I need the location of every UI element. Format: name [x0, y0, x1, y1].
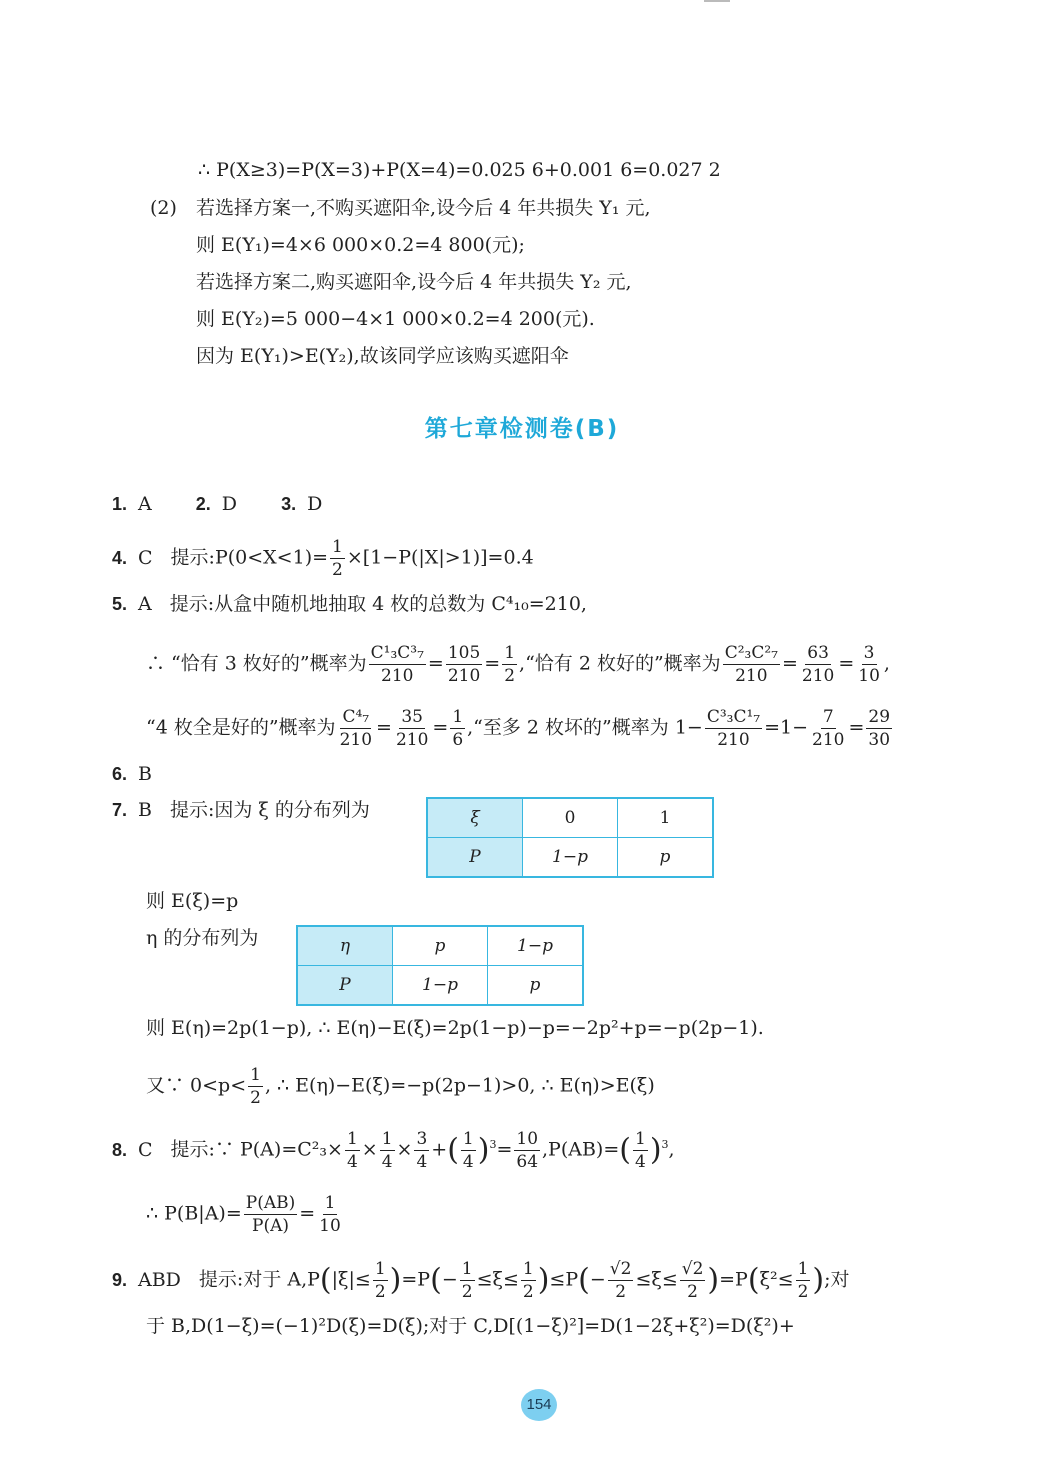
- q1-answer: A: [138, 493, 152, 515]
- table-cell: p: [393, 926, 488, 966]
- q7-frac-num: 1: [250, 1065, 261, 1085]
- table-row: [427, 798, 713, 838]
- q9-paren: ): [389, 1262, 402, 1298]
- table-cell: η: [297, 926, 393, 966]
- q8-frac-3-den: 4: [416, 1152, 428, 1172]
- q8-times-1: ×: [361, 1138, 378, 1161]
- q1-number: 1.: [112, 494, 128, 514]
- q9-paren: (: [578, 1262, 590, 1298]
- q8-plus: +: [431, 1138, 448, 1161]
- q9-frac-3-den: 2: [522, 1282, 534, 1302]
- q5-frac-9-den: 6: [452, 730, 464, 750]
- q8-frac-4: [461, 1128, 476, 1173]
- q7-text-5b: , ∴ E(η)−E(ξ)=−p(2p−1)>0, ∴ E(η)>E(ξ): [264, 1074, 655, 1097]
- q8-line-1: [112, 1128, 675, 1173]
- q9-in-3b: ≤ξ≤: [635, 1268, 678, 1291]
- q5-frac-9-num: 1: [452, 707, 464, 727]
- q8-frac-5-num: 10: [516, 1129, 539, 1149]
- q5-line-1: [112, 590, 587, 618]
- table-cell: 0: [523, 798, 618, 838]
- q8-times-2: ×: [396, 1138, 413, 1161]
- q5-frac-10-den: 210: [717, 730, 750, 750]
- q8-frac-5-den: 64: [516, 1152, 539, 1172]
- q5-frac-3: [502, 642, 517, 687]
- q8-line-2: [146, 1192, 345, 1237]
- q9-line-1: [112, 1258, 850, 1303]
- q8-paren: (: [447, 1132, 459, 1168]
- q7-frac: [248, 1064, 263, 1109]
- q9-frac-5: [680, 1258, 706, 1303]
- q5-frac-7: [338, 706, 374, 751]
- q8-frac-7-num: P(AB): [245, 1193, 296, 1213]
- q5-frac-9: [450, 706, 465, 751]
- top-line-5: 则 E(Y₂)=5 000−4×1 000×0.2=4 200(元).: [196, 308, 595, 330]
- q9-text-d: =P: [719, 1268, 748, 1291]
- top-line-6: 因为 E(Y₁)>E(Y₂),故该同学应该购买遮阳伞: [196, 345, 569, 367]
- q8-paren: (: [619, 1132, 631, 1168]
- q9-in-3a: −: [589, 1268, 606, 1291]
- q5-text-2a: ∴ “恰有 3 枚好的”概率为: [146, 652, 367, 675]
- q9-paren: ): [812, 1262, 825, 1298]
- q9-text-a: 提示:对于 A,P: [198, 1268, 320, 1291]
- q5-frac-4: [723, 642, 780, 687]
- q9-text-b: =P: [401, 1268, 431, 1291]
- q8-frac-2: [380, 1128, 395, 1173]
- q9-frac-4: [608, 1258, 634, 1303]
- q7-line-5: [146, 1064, 655, 1109]
- q9-in-4: ξ²≤: [759, 1268, 794, 1291]
- q5-frac-8-den: 210: [395, 730, 429, 750]
- q5-text-3b: ,“至多 2 枚坏的”概率为 1−: [467, 716, 703, 739]
- table-cell: p: [618, 838, 714, 878]
- q4-frac-num: 1: [332, 537, 343, 557]
- q9-frac-4-num: √2: [609, 1259, 632, 1279]
- q9-frac-3: [521, 1258, 536, 1303]
- q8-frac-5: [514, 1128, 540, 1173]
- q4-hint-b: ×[1−P(|X|>1)]=0.4: [346, 546, 534, 569]
- q5-frac-6-num: 3: [863, 643, 875, 663]
- q9-text-e: ;对: [824, 1268, 850, 1291]
- q9-frac-1: [373, 1258, 388, 1303]
- q9-frac-2: [460, 1258, 475, 1303]
- q9-frac-1-num: 1: [374, 1259, 386, 1279]
- q8-power: 3: [489, 1138, 497, 1152]
- q5-frac-3-num: 1: [504, 643, 516, 663]
- q7-line-4: 则 E(η)=2p(1−p), ∴ E(η)−E(ξ)=2p(1−p)−p=−2p²+p=−p(2p−1).: [146, 1017, 764, 1039]
- q3-number: 3.: [281, 494, 297, 514]
- q8-frac-6-num: 1: [635, 1129, 646, 1149]
- q5-frac-11-num: 7: [822, 707, 834, 727]
- q8-frac-1: [345, 1128, 360, 1173]
- q5-frac-6-den: 10: [858, 666, 880, 686]
- q9-frac-2-num: 1: [461, 1259, 473, 1279]
- q8-eq-2: =: [299, 1202, 316, 1225]
- q9-frac-6: [796, 1258, 811, 1303]
- table-cell: 1−p: [488, 926, 584, 966]
- q5-frac-10: [705, 706, 762, 751]
- q9-paren: (: [319, 1262, 332, 1298]
- q9-frac-5-den: 2: [687, 1282, 698, 1302]
- q8-answer: C: [138, 1138, 153, 1161]
- q5-frac-7-den: 210: [339, 730, 373, 750]
- q3-answer: D: [307, 493, 323, 515]
- q8-frac-4-num: 1: [462, 1129, 474, 1149]
- q5-frac-6: [856, 642, 882, 687]
- top-line-2: 若选择方案一,不购买遮阳伞,设今后 4 年共损失 Y₁ 元,: [196, 197, 651, 219]
- table-cell: P: [297, 966, 393, 1006]
- q5-frac-7-num: C⁴₇: [342, 707, 370, 727]
- q9-frac-1-den: 2: [374, 1282, 386, 1302]
- q5-frac-2: [446, 642, 482, 687]
- q8-frac-8-den: 10: [319, 1216, 341, 1236]
- q9-number: 9.: [112, 1269, 128, 1290]
- q4-answer: C: [138, 546, 153, 569]
- top-line-3: 则 E(Y₁)=4×6 000×0.2=4 800(元);: [196, 234, 525, 256]
- q8-text-2a: ∴ P(B|A)=: [146, 1202, 242, 1225]
- q8-frac-4-den: 4: [462, 1152, 474, 1172]
- top-line-1: ∴ P(X≥3)=P(X=3)+P(X=4)=0.025 6+0.001 6=0.027 2: [198, 159, 721, 181]
- q9-in-1: |ξ|≤: [331, 1268, 371, 1291]
- section-title: 第七章检测卷(B): [424, 416, 620, 442]
- q5-frac-8-num: 35: [401, 707, 423, 727]
- q9-text-c: ≤P: [549, 1268, 579, 1291]
- q9-frac-3-num: 1: [522, 1259, 534, 1279]
- q8-paren: ): [649, 1132, 662, 1168]
- q8-power-2: 3: [661, 1138, 669, 1152]
- q5-frac-10-num: C³₃C¹₇: [706, 707, 761, 727]
- q4-number: 4.: [112, 547, 128, 568]
- q8-text-b: ,P(AB)=: [542, 1138, 620, 1161]
- table-cell: 1−p: [393, 966, 488, 1006]
- q5-frac-12-num: 29: [868, 707, 891, 727]
- q4-fraction: [330, 536, 345, 581]
- q4-frac-den: 2: [332, 560, 343, 580]
- q5-frac-4-num: C²₃C²₇: [724, 643, 778, 663]
- table-cell: 1−p: [523, 838, 618, 878]
- q9-frac-4-den: 2: [615, 1282, 627, 1302]
- q8-frac-3: [414, 1128, 429, 1173]
- eta-distribution-table: [296, 925, 584, 1006]
- q5-frac-4-den: 210: [735, 666, 768, 686]
- table-cell: ξ: [427, 798, 523, 838]
- q5-frac-11-den: 210: [812, 730, 845, 750]
- answers-1-3: [112, 490, 340, 518]
- q7-number: 7.: [112, 800, 128, 820]
- q7-hint: 提示:因为 ξ 的分布列为: [169, 799, 370, 821]
- q9-frac-2-den: 2: [461, 1282, 473, 1302]
- q5-frac-1: [369, 642, 426, 687]
- q7-line-3: η 的分布列为: [146, 927, 259, 949]
- table-cell: p: [488, 966, 584, 1006]
- q8-frac-1-den: 4: [346, 1152, 358, 1172]
- q8-text-a: 提示:∵ P(A)=C²₃×: [170, 1138, 343, 1161]
- top-mark: [704, 0, 730, 2]
- q8-frac-1-num: 1: [346, 1129, 358, 1149]
- q9-answer: ABD: [138, 1268, 181, 1291]
- q7-line-2: 则 E(ξ)=p: [146, 890, 239, 912]
- q8-eq: =: [496, 1138, 513, 1161]
- q2-answer: D: [221, 493, 238, 515]
- q2-number: 2.: [195, 494, 211, 514]
- table-cell: 1: [618, 798, 714, 838]
- q9-paren: ): [707, 1262, 720, 1298]
- q9-paren: ): [537, 1262, 550, 1298]
- q8-frac-7-den: P(A): [252, 1216, 289, 1236]
- q8-end: ,: [668, 1138, 675, 1161]
- q8-number: 8.: [112, 1139, 128, 1160]
- q5-frac-2-den: 210: [447, 666, 481, 686]
- top-line-4: 若选择方案二,购买遮阳伞,设今后 4 年共损失 Y₂ 元,: [196, 271, 632, 293]
- q8-frac-6: [633, 1128, 648, 1173]
- q5-frac-2-num: 105: [447, 643, 481, 663]
- q4-line: [112, 536, 534, 581]
- q5-frac-11: [810, 706, 846, 751]
- q6-number: 6.: [112, 764, 128, 784]
- q8-frac-2-num: 1: [381, 1129, 393, 1149]
- q5-number: 5.: [112, 594, 128, 614]
- q9-frac-6-num: 1: [797, 1259, 809, 1279]
- xi-distribution-table: [426, 797, 714, 878]
- q6-answer: B: [138, 763, 152, 785]
- q5-line-3: “4 枚全是好的”概率为 $\frac{\text{C⁴₇}}{210}$ = $\frac{35}{210}$ = $\frac{1}{6}$ ,“至多 2 枚坏的”概率为 1− $\frac{\text{C³₃C¹₇}}{210}$ =1− $\frac{7}{210}$ = $\frac{29}{30}$: [146, 707, 891, 750]
- q8-frac-8: [317, 1192, 343, 1237]
- q6-line: [112, 760, 170, 788]
- page-number-badge: 154: [521, 1389, 557, 1421]
- top-part2-label: (2): [150, 197, 177, 219]
- q7-text-5a: 又∵ 0<p<: [146, 1074, 247, 1097]
- q5-line-2: ∴ “恰有 3 枚好的”概率为 $\frac{\text{C¹₃C³₇}}{210}$ = $\frac{105}{210}$ = $\frac{1}{2}$ ,“恰有 2 枚好的”概率为 $\frac{\text{C²₃C²₇}}{210}$ = $\frac{63}{210}$ = $\frac{3}{10}$ ,: [146, 643, 890, 686]
- q8-frac-8-num: 1: [324, 1193, 336, 1213]
- q8-paren: ): [477, 1132, 490, 1168]
- table-row: [297, 966, 583, 1006]
- q5-hint-1: 提示:从盒中随机地抽取 4 枚的总数为 C⁴₁₀=210,: [169, 593, 587, 615]
- q8-frac-6-den: 4: [635, 1152, 646, 1172]
- q5-frac-1-num: C¹₃C³₇: [370, 643, 424, 663]
- table-cell: P: [427, 838, 523, 878]
- q4-hint-a: 提示:P(0<X<1)=: [170, 546, 329, 569]
- q5-frac-12: [866, 706, 892, 751]
- q8-frac-3-num: 3: [416, 1129, 428, 1149]
- q5-frac-5: [800, 642, 836, 687]
- q9-in-2a: −: [441, 1268, 458, 1291]
- q9-frac-6-den: 2: [797, 1282, 809, 1302]
- q9-paren: (: [430, 1262, 442, 1298]
- q5-frac-5-den: 210: [801, 666, 835, 686]
- table-row: [297, 926, 583, 966]
- q8-frac-7: [244, 1192, 297, 1237]
- q5-text-3a: “4 枚全是好的”概率为: [146, 716, 336, 739]
- q5-text-2b: ,“恰有 2 枚好的”概率为: [519, 652, 721, 675]
- q9-in-2b: ≤ξ≤: [476, 1268, 519, 1291]
- q9-paren: (: [747, 1262, 760, 1298]
- q9-line-2: 于 B,D(1−ξ)=(−1)²D(ξ)=D(ξ);对于 C,D[(1−ξ)²]=D(1−2ξ+ξ²)=D(ξ²)+: [146, 1315, 795, 1337]
- q5-frac-8: [394, 706, 430, 751]
- q7-frac-den: 2: [250, 1088, 261, 1108]
- q9-frac-5-num: √2: [681, 1259, 704, 1279]
- q5-frac-1-den: 210: [381, 666, 414, 686]
- q7-line-1: [112, 796, 370, 824]
- q5-frac-3-den: 2: [504, 666, 516, 686]
- table-row: [427, 838, 713, 878]
- q7-answer: B: [138, 799, 152, 821]
- q5-frac-5-num: 63: [807, 643, 829, 663]
- q5-answer: A: [138, 593, 152, 615]
- q8-frac-2-den: 4: [381, 1152, 393, 1172]
- q5-frac-12-den: 30: [868, 730, 891, 750]
